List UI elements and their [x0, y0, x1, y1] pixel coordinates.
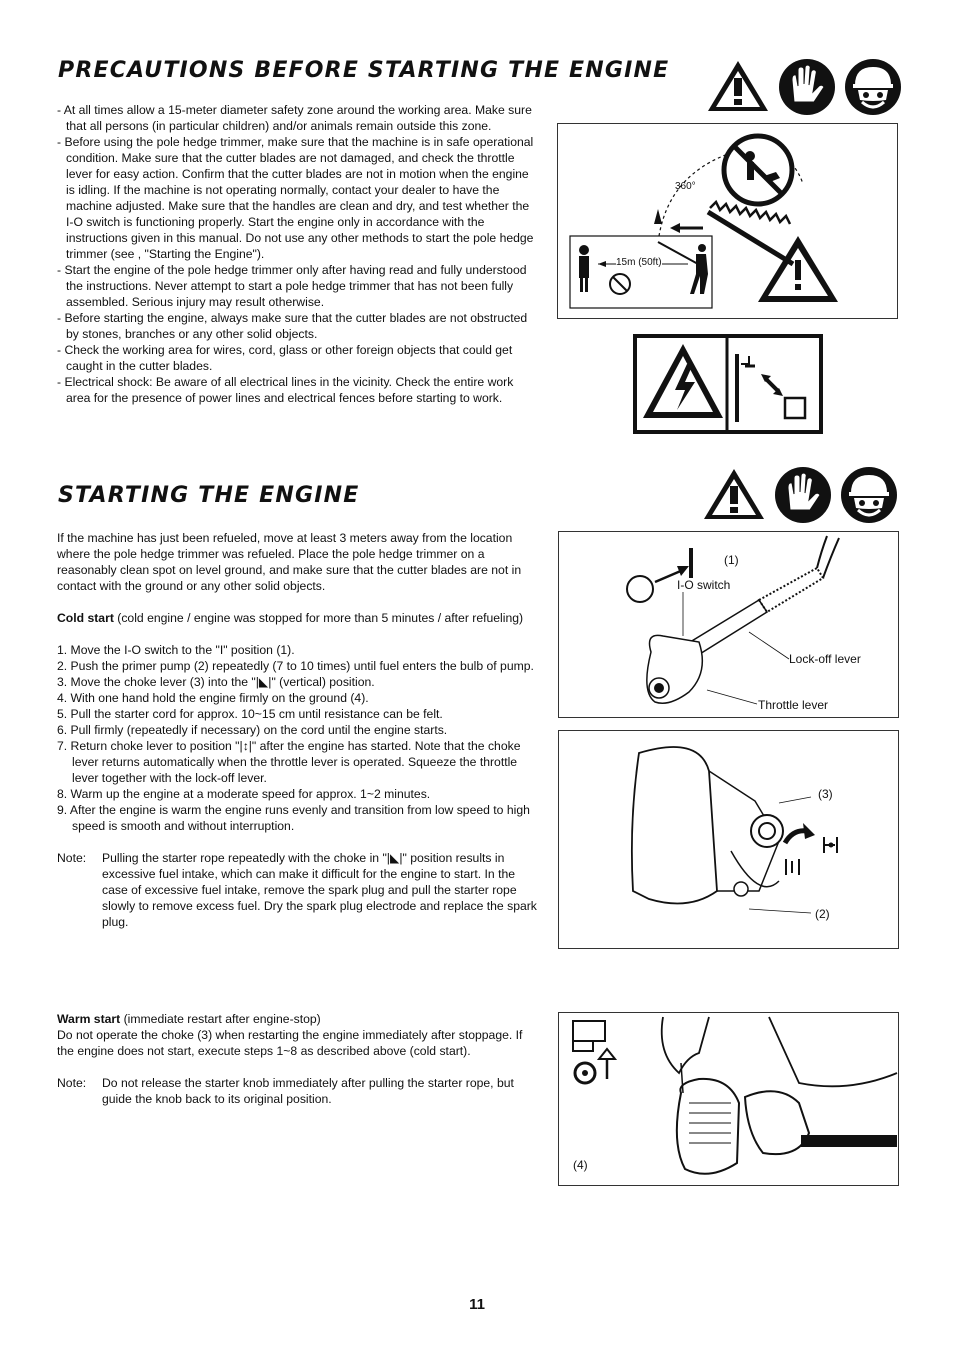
note-label: Note: — [57, 851, 87, 865]
io-switch-number: (1) — [724, 553, 739, 567]
safety-icons-row — [706, 58, 902, 116]
engine-choke-illustration — [559, 731, 898, 948]
throttle-lever-label: Throttle lever — [758, 698, 829, 712]
primer-pump-label: (2) — [815, 907, 830, 921]
page-number: 11 — [469, 1296, 485, 1313]
step-item: 3. Move the choke lever (3) into the "|◣|" (vertical) position. — [57, 675, 375, 689]
intro-paragraph: If the machine has just been refueled, move at least 3 meters away from the location where the pole hedge trimmer was refueled. Place the pole hedge trimmer on a reasonably clean spot on level ground, and make sure that the cutter blades are not in contact with the ground or any other solid objects. — [57, 531, 522, 593]
helmet-goggles-icon — [844, 58, 902, 116]
helmet-goggles-icon — [840, 466, 898, 524]
step-item: 8. Warm up the engine at a moderate speed for approx. 1~2 minutes. — [57, 787, 431, 801]
warm-start-text — [57, 1011, 537, 1107]
electrical-hazard-sign — [633, 334, 823, 434]
starting-text — [57, 530, 537, 930]
rotation-label: 360° — [675, 181, 696, 192]
safety-zone-illustration — [558, 124, 897, 318]
precautions-text — [57, 102, 537, 406]
gloves-icon — [774, 466, 832, 524]
note-text: Do not release the starter knob immediately after pulling the starter rope, but guide the knob back to its original position. — [102, 1076, 514, 1106]
precaution-item: - Before starting the engine, always make sure that the cutter blades are not obstructed by stones, branches or any other solid objects. — [57, 311, 528, 341]
precaution-item: - Check the working area for wires, cord, glass or other foreign objects that could get caught in the cutter blades. — [57, 343, 513, 373]
step-item: 9. After the engine is warm the engine runs evenly and transition from low speed to high speed is smooth and without interruption. — [57, 803, 530, 833]
section-title-starting: STARTING THE ENGINE — [58, 483, 360, 508]
step-item: 2. Push the primer pump (2) repeatedly (7 to 10 times) until fuel enters the bulb of pump. — [57, 659, 534, 673]
safety-icons-row-2 — [702, 466, 898, 524]
note-choke — [57, 850, 537, 930]
precaution-item: - Electrical shock: Be aware of all electrical lines in the vicinity. Check the entire work area for the presence of power lines and electrical fences before starting to work. — [57, 375, 514, 405]
warning-triangle-icon — [702, 466, 766, 522]
hold-engine-label: (4) — [573, 1158, 588, 1172]
note-label: Note: — [57, 1076, 87, 1090]
choke-primer-figure — [558, 730, 899, 949]
hold-engine-illustration — [559, 1013, 898, 1185]
hold-engine-figure — [558, 1012, 899, 1186]
note-text: Pulling the starter rope repeatedly with the choke in "|◣|" position results in excessive fuel intake, which can make it difficult for the engine to start. In the case of excessive fuel intake, remove the spark plug and pull the starter rope slowly to remove excess fuel. Dry the spark plug electrode and replace the spark plug. — [102, 851, 537, 929]
safety-zone-figure — [557, 123, 898, 319]
step-item: 6. Pull firmly (repeatedly if necessary) on the cord until the engine starts. — [57, 723, 448, 737]
cold-start-desc: (cold engine / engine was stopped for more than 5 minutes / after refueling) — [113, 611, 524, 625]
distance-label: 15m (50ft) — [616, 257, 662, 268]
warm-start-label: Warm start — [57, 1012, 121, 1026]
warning-triangle-icon — [706, 58, 770, 114]
warm-start-paragraph: Do not operate the choke (3) when restarting the engine immediately after stoppage. If the engine does not start, execute steps 1~8 as described above (cold start). — [57, 1028, 523, 1058]
precaution-item: - Start the engine of the pole hedge trimmer only after having read and fully understood the instructions. Never attempt to start a pole hedge trimmer that has not been fully assembled. Serious injury may result otherwise. — [57, 263, 527, 309]
warm-start-heading — [57, 1011, 537, 1027]
lock-off-lever-label: Lock-off lever — [789, 652, 861, 666]
precaution-item: - At all times allow a 15-meter diameter safety zone around the working area. Make sure that all persons (in particular children) and/or animals remain outside this zone. — [57, 103, 532, 133]
electrical-shock-icon — [637, 338, 819, 430]
io-switch-figure — [558, 531, 899, 718]
section-title-precautions: PRECAUTIONS BEFORE STARTING THE ENGINE — [58, 58, 670, 83]
cold-start-label: Cold start — [57, 611, 114, 625]
step-item: 4. With one hand hold the engine firmly on the ground (4). — [57, 691, 369, 705]
precaution-item: - Before using the pole hedge trimmer, make sure that the machine is in safe operational condition. Make sure that the cutter blades are not damaged, and check the throttle lever for easy action. Confirm that the cutter blades are not in motion when the engine is idling. If the machine is not operating normally, contact your dealer to have the machine adjusted. Make sure that the handles are clean and dry, and test whether the I-O switch is functioning properly. Start the engine only in accordance with the instructions given in this manual. Do not use any other methods to start the pole hedge trimmer (see , "Starting the Engine"). — [57, 135, 534, 261]
cold-start-heading — [57, 610, 537, 626]
step-item: 5. Pull the starter cord for approx. 10~15 cm until resistance can be felt. — [57, 707, 443, 721]
note-starter-knob — [57, 1075, 537, 1107]
gloves-icon — [778, 58, 836, 116]
step-item: 7. Return choke lever to position "|↕|" after the engine has started. Note that the choke lever returns automatically when the throttle lever is operated. Squeeze the throttle lever together with the lock-off lever. — [57, 739, 521, 785]
step-item: 1. Move the I-O switch to the "I" position (1). — [57, 643, 295, 657]
choke-lever-label: (3) — [818, 787, 833, 801]
io-switch-label: I-O switch — [677, 578, 731, 592]
warm-start-desc: (immediate restart after engine-stop) — [120, 1012, 321, 1026]
